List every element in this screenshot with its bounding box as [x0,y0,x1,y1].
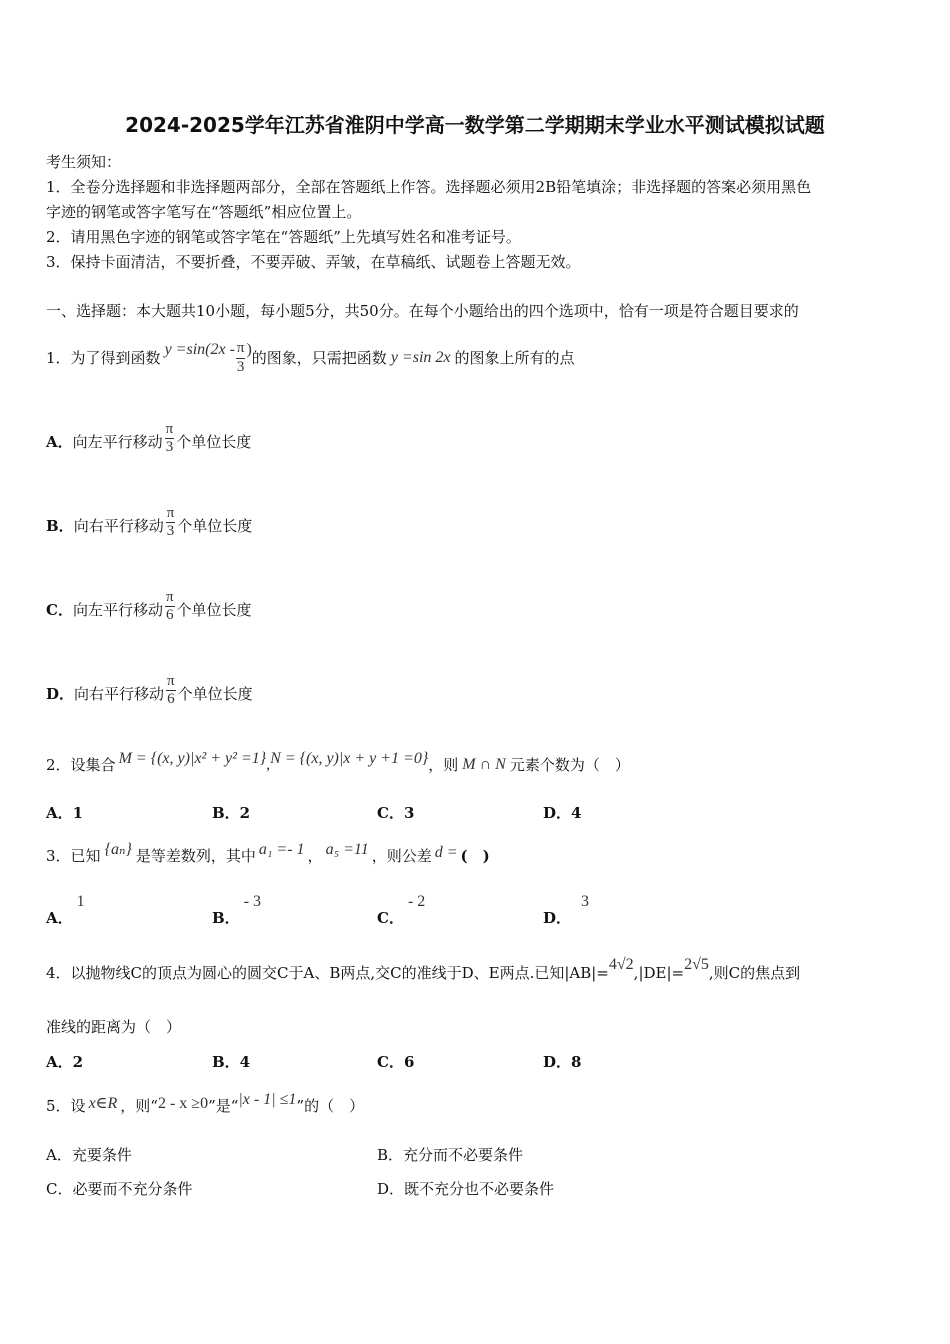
option-2d: D．4 [543,804,582,822]
option-2a: A．1 [46,804,84,822]
formula: |x - 1| ≤1 [238,1091,297,1108]
formula: y =sin(2x - [164,341,235,358]
option-5c: C．必要而不充分条件 [46,1180,193,1198]
option-2c: C．3 [377,804,415,822]
question-text: 的图象上所有的点 [454,348,575,367]
option-4b: B．4 [212,1053,251,1071]
formula: d = [434,844,458,861]
question-text: 为了得到函数 [70,348,161,367]
formula: x∈R [88,1095,118,1112]
notice-line-1b: 字迹的钢笔或答字笔写在“答题纸”相应位置上。 [46,203,362,221]
option-2b: B．2 [212,804,251,822]
option-1b: B． 向右平行移动 $\frac{\pi}{3}$ 个单位长度 [46,504,253,539]
option-4c: C．6 [377,1053,415,1071]
option-3d: D． 3 [543,893,590,927]
question-3: 3． 已知 {aₙ} 是等差数列，其中 a₁ =- 1 ， a₅ =11 ，则公差 d = ( ) [46,841,490,865]
formula-close: ) [246,341,252,358]
formula: 2 - x ≥0 [157,1095,209,1112]
option-1a: A． 向左平行移动 $\frac{\pi}{3}$ 个单位长度 [46,420,252,455]
formula: M = {(x, y)|x² + y² =1} [118,750,267,767]
section-heading: 一、选择题：本大题共10小题，每小题5分，共50分。在每个小题给出的四个选项中，恰有一项是符合题目要求的 [46,302,799,320]
question-4: 4． 以抛物线C的顶点为圆心的圆交C于A、B两点,交C的准线于D、E两点.已知|AB|= 4√2 ,|DE|= 2√5 ,则C的焦点到 [46,956,801,982]
option-3c: C． - 2 [377,893,426,927]
question-text: 的图象，只需把函数 [251,348,387,367]
option-5a: A．充要条件 [46,1146,132,1164]
question-1 [46,340,575,376]
question-5: 5． 设 x∈R ，则“ 2 - x ≥0 ”是“ |x - 1| ≤1 ”的（ ） [46,1091,365,1115]
formula: a₁ =- 1 [258,841,305,858]
notice-heading: 考生须知： [46,153,122,171]
formula: N = {(x, y)|x + y +1 =0} [270,750,429,767]
option-3b: B． - 3 [212,893,262,927]
fraction: $\frac{\pi}{3}$ [166,504,175,539]
question-2: 2． 设集合 M = {(x, y)|x² + y² =1} , N = {(x, y)|x + y +1 =0} ，则 M ∩ N 元素个数为（ ） [46,750,630,774]
notice-line-1a: 1．全卷分选择题和非选择题两部分，全部在答题纸上作答。选择题必须用2B铅笔填涂；非选择题的答案必须用黑色 [46,178,812,196]
formula: 2√5 [684,956,709,973]
notice-line-2: 2．请用黑色字迹的钢笔或答字笔在“答题纸”上先填写姓名和准考证号。 [46,228,521,246]
fraction: $\frac{\pi}{3}$ [236,340,245,375]
option-4a: A．2 [46,1053,84,1071]
question-4-line-2: 准线的距离为（ ） [46,1018,182,1036]
option-4d: D．8 [543,1053,582,1071]
formula: {aₙ} [104,841,132,858]
option-5d: D．既不充分也不必要条件 [377,1180,555,1198]
option-5b: B．充分而不必要条件 [377,1146,524,1164]
fraction: $\frac{\pi}{6}$ [165,588,174,623]
formula: M ∩ N [462,756,506,773]
option-1d: D． 向右平行移动 $\frac{\pi}{6}$ 个单位长度 [46,672,253,707]
question-number: 1． [46,348,71,367]
option-3a: A． 1 [46,893,85,927]
fraction: $\frac{\pi}{3}$ [165,420,174,455]
fraction: $\frac{\pi}{6}$ [167,672,175,707]
formula: y =sin 2x [390,349,451,366]
formula: 4√2 [608,956,634,973]
notice-line-3: 3．保持卡面清洁，不要折叠，不要弄破、弄皱，在草稿纸、试题卷上答题无效。 [46,253,581,271]
page-title: 2024-2025学年江苏省淮阴中学高一数学第二学期期末学业水平测试模拟试题 [125,113,825,137]
formula: a₅ =11 [325,841,369,858]
option-1c: C． 向左平行移动 $\frac{\pi}{6}$ 个单位长度 [46,588,252,623]
